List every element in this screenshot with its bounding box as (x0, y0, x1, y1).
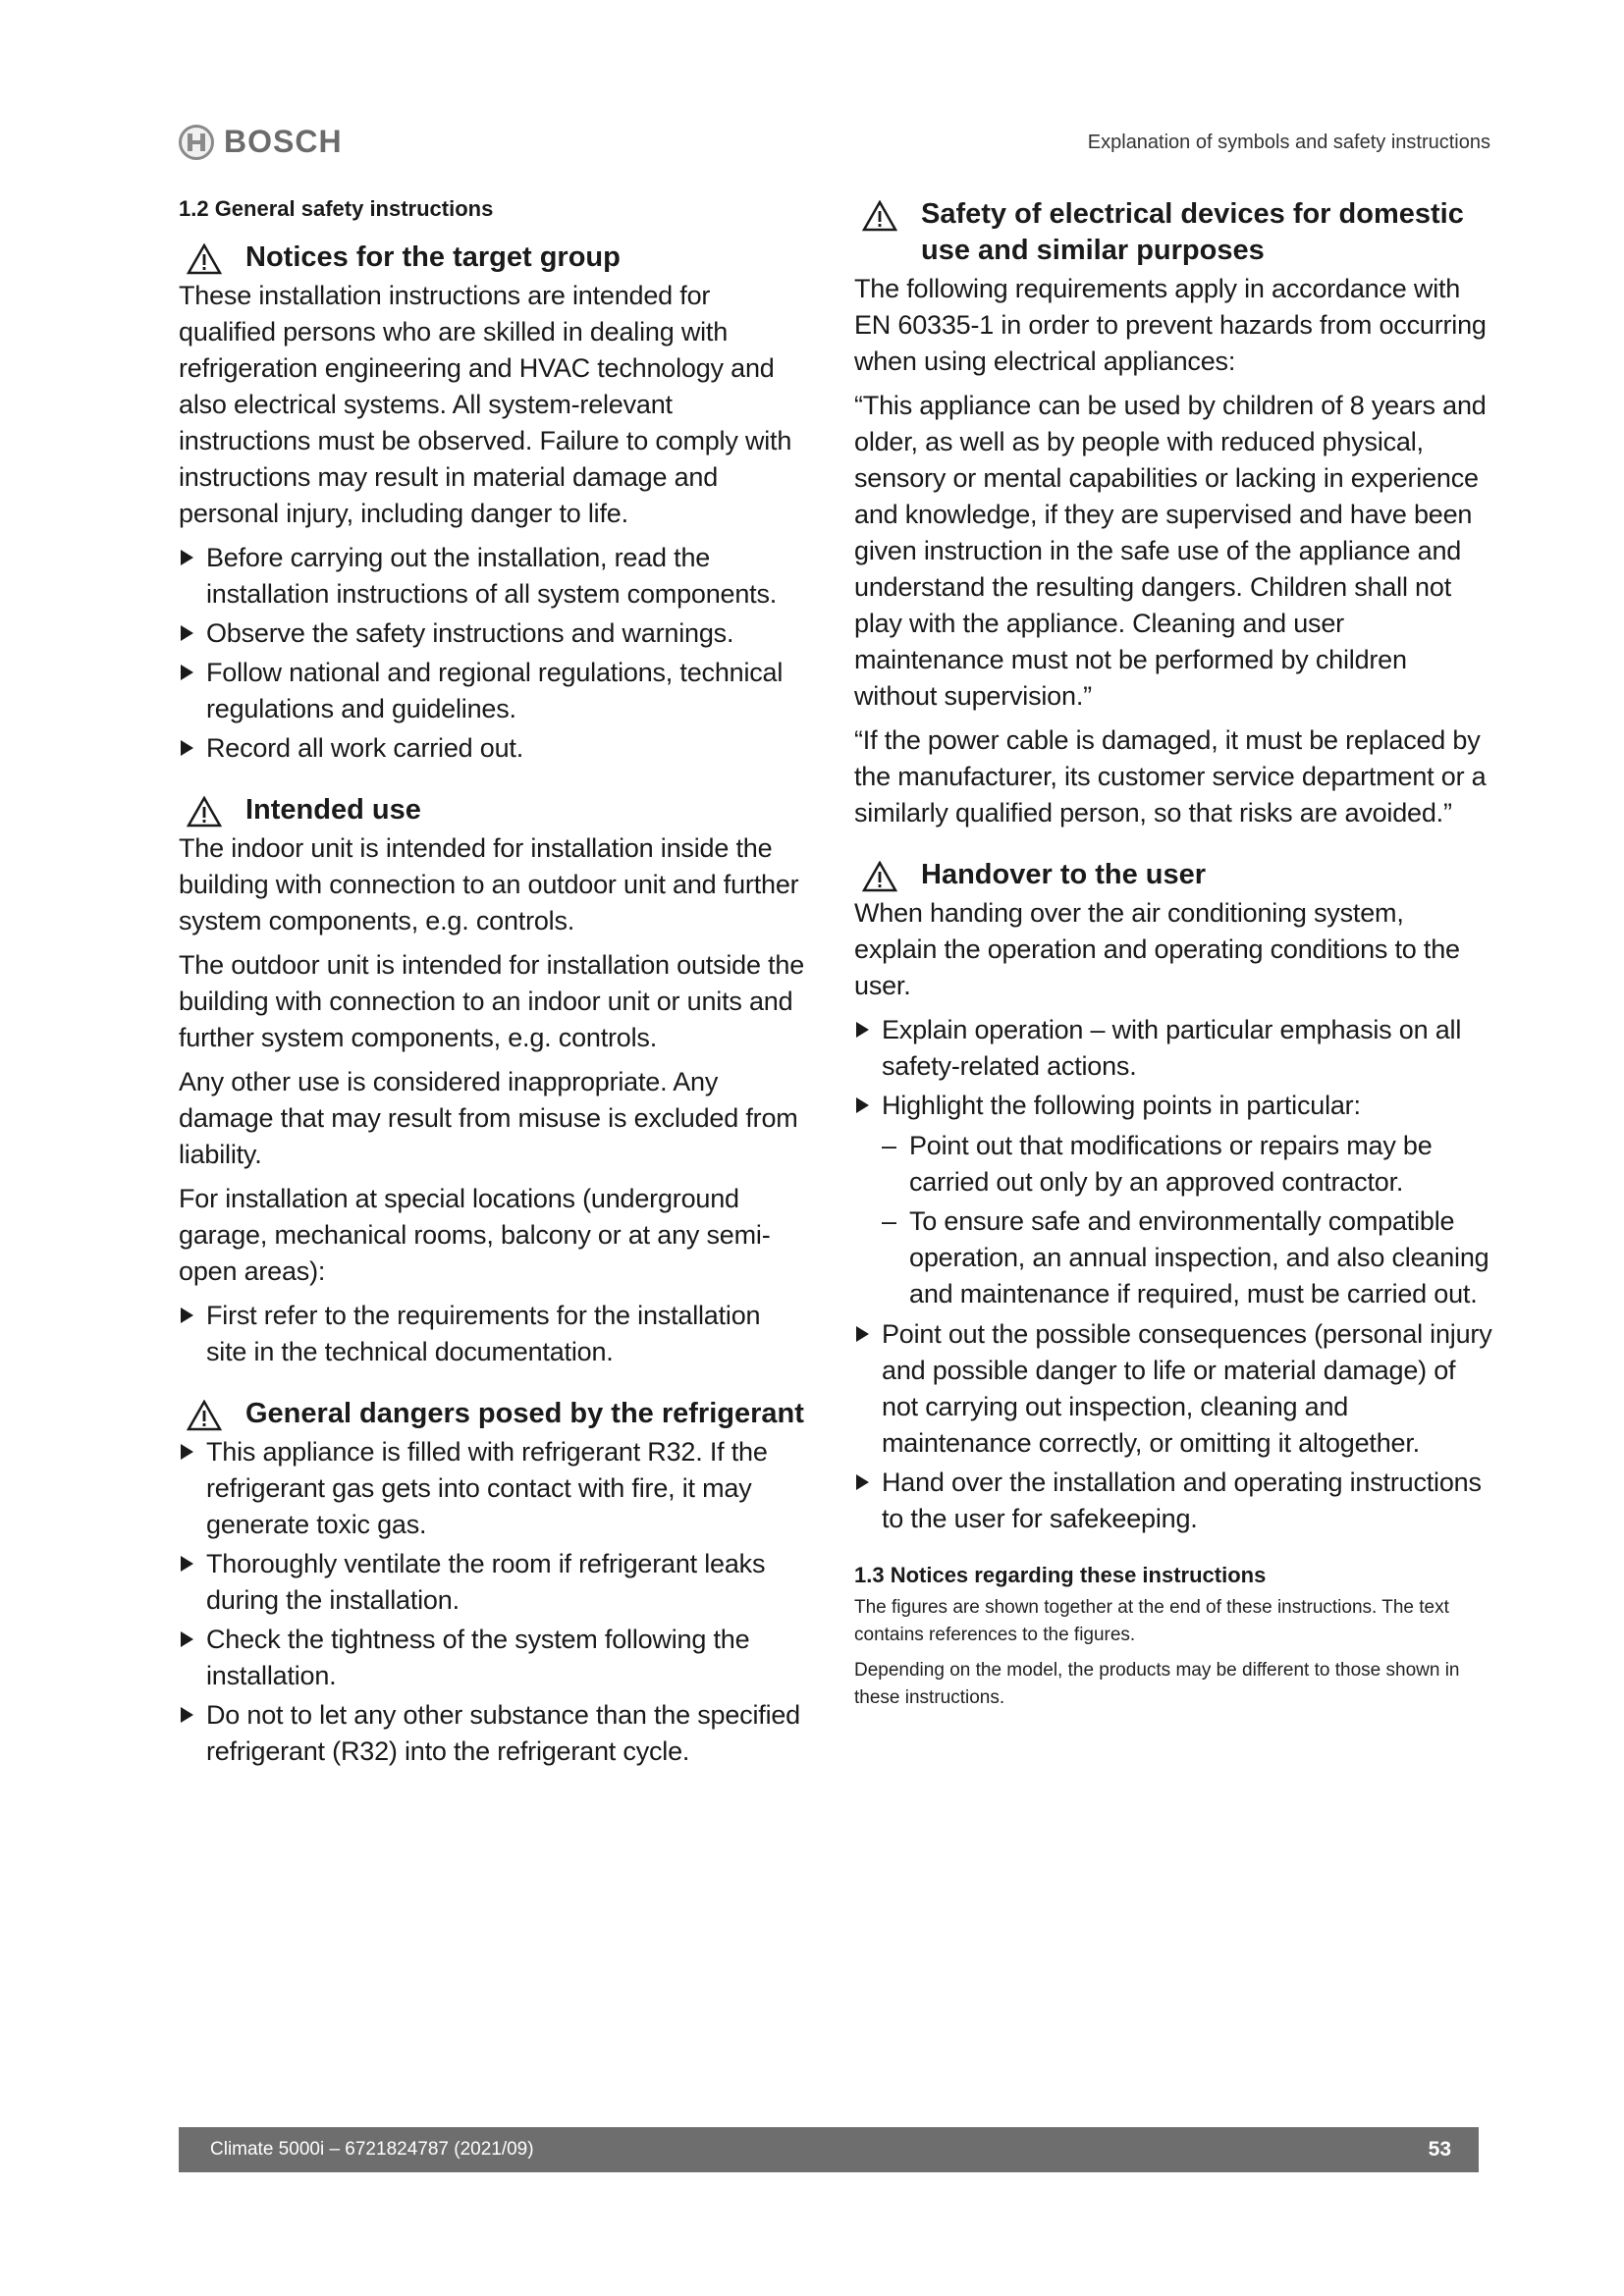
list-item: Record all work carried out. (179, 730, 807, 767)
heading-electrical-safety: Safety of electrical devices for domestic use and similar purposes (854, 196, 1492, 269)
warning-triangle-icon (862, 861, 897, 892)
heading-handover: Handover to the user (854, 857, 1492, 893)
intended-use-paragraph: For installation at special locations (underground garage, mechanical rooms, balcony or at any semi-open areas): (179, 1184, 771, 1286)
list-item: This appliance is filled with refrigerant R32. If the refrigerant gas gets into contact with fire, it may generate toxic gas. (179, 1434, 807, 1543)
section-heading-1-3: 1.3 Notices regarding these instructions (854, 1563, 1267, 1587)
electrical-paragraph: “If the power cable is damaged, it must be replaced by the manufacturer, its customer service department or a similarly qualified person, so that risks are avoided.” (854, 725, 1487, 828)
warning-triangle-icon (862, 200, 897, 232)
list-item: Check the tightness of the system following the installation. (179, 1622, 807, 1694)
list-item: Observe the safety instructions and warnings. (179, 615, 807, 652)
list-item: Hand over the installation and operating instructions to the user for safekeeping. (854, 1465, 1492, 1537)
handover-body: When handing over the air conditioning system, explain the operation and operating conditions to the user. (854, 898, 1460, 1000)
list-item: – To ensure safe and environmentally compatible operation, an annual inspection, and also cleaning and maintenance if required, must be carried out. (882, 1206, 1489, 1308)
list-item: Follow national and regional regulations, technical regulations and guidelines. (179, 655, 807, 727)
running-header: Explanation of symbols and safety instructions (1087, 132, 1490, 153)
section-heading-1-2: 1.2 General safety instructions (179, 196, 494, 221)
list-item: First refer to the requirements for the installation site in the technical documentation. (179, 1298, 807, 1370)
intended-use-paragraph: Any other use is considered inappropriate. Any damage that may result from misuse is excluded from liability. (179, 1067, 798, 1169)
list-item: Highlight the following points in particular: – Point out that modifications or repairs may be carried out only by an approved contractor. – To ensure safe and environmentally compatible operation, an annual inspection, and also cleaning and maintenance if required, must be carried out. (854, 1088, 1492, 1312)
list-item: Before carrying out the installation, read the installation instructions of all system components. (179, 540, 807, 613)
right-column (854, 196, 1492, 1720)
document-id: Climate 5000i – 6721824787 (2021/09) (210, 2139, 534, 2160)
notices-paragraph: Depending on the model, the products may be different to those shown in these instructions. (854, 1660, 1460, 1708)
heading-refrigerant: General dangers posed by the refrigerant (179, 1396, 807, 1432)
target-group-bullets (179, 540, 807, 767)
list-item: Thoroughly ventilate the room if refrigerant leaks during the installation. (179, 1546, 807, 1619)
intended-use-paragraph: The outdoor unit is intended for installation outside the building with connection to an indoor unit or units and further system components, e.g. controls. (179, 950, 805, 1052)
intended-use-bullets (179, 1298, 807, 1370)
heading-intended-use: Intended use (179, 792, 807, 828)
warning-triangle-icon (187, 243, 222, 275)
page-number: 53 (1428, 2138, 1451, 2161)
brand-name: BOSCH (224, 124, 343, 159)
electrical-paragraph: “This appliance can be used by children of 8 years and older, as well as by people with reduced physical, sensory or mental capabilities or lacking in experience and knowledge, if they are supervised and have been given instruction in the safe use of the appliance and understand the resulting dangers. Children shall not play with the appliance. Cleaning and user maintenance must not be performed by children without supervision.” (854, 391, 1487, 711)
warning-triangle-icon (187, 796, 222, 828)
target-group-body: These installation instructions are intended for qualified persons who are skilled in dealing with refrigeration engineering and HVAC technology and also electrical systems. All system-relevant instructions must be observed. Failure to comply with instructions may result in material damage and personal injury, including danger to life. (179, 281, 792, 528)
handover-bullets (854, 1012, 1492, 1537)
notices-paragraph: The figures are shown together at the end of these instructions. The text contains references to the figures. (854, 1597, 1449, 1645)
list-item: – Point out that modifications or repairs may be carried out only by an approved contractor. (882, 1131, 1433, 1197)
list-item: Do not to let any other substance than the specified refrigerant (R32) into the refrigerant cycle. (179, 1697, 807, 1770)
warning-triangle-icon (187, 1400, 222, 1431)
page-footer (179, 2127, 1479, 2172)
intended-use-paragraph: The indoor unit is intended for installation inside the building with connection to an outdoor unit and further system components, e.g. controls. (179, 833, 799, 935)
left-column (179, 196, 807, 1795)
brand-logo (179, 124, 343, 160)
electrical-paragraph: The following requirements apply in accordance with EN 60335-1 in order to prevent hazards from occurring when using electrical appliances: (854, 274, 1487, 376)
handover-sub-list (882, 1128, 1492, 1312)
bosch-armature-icon (179, 125, 214, 160)
refrigerant-bullets (179, 1434, 807, 1770)
list-item: Point out the possible consequences (personal injury and possible danger to life or material damage) of not carrying out inspection, cleaning and maintenance correctly, or omitting it altogether. (854, 1316, 1492, 1462)
heading-target-group: Notices for the target group (179, 240, 807, 276)
list-item: Explain operation – with particular emphasis on all safety-related actions. (854, 1012, 1492, 1085)
